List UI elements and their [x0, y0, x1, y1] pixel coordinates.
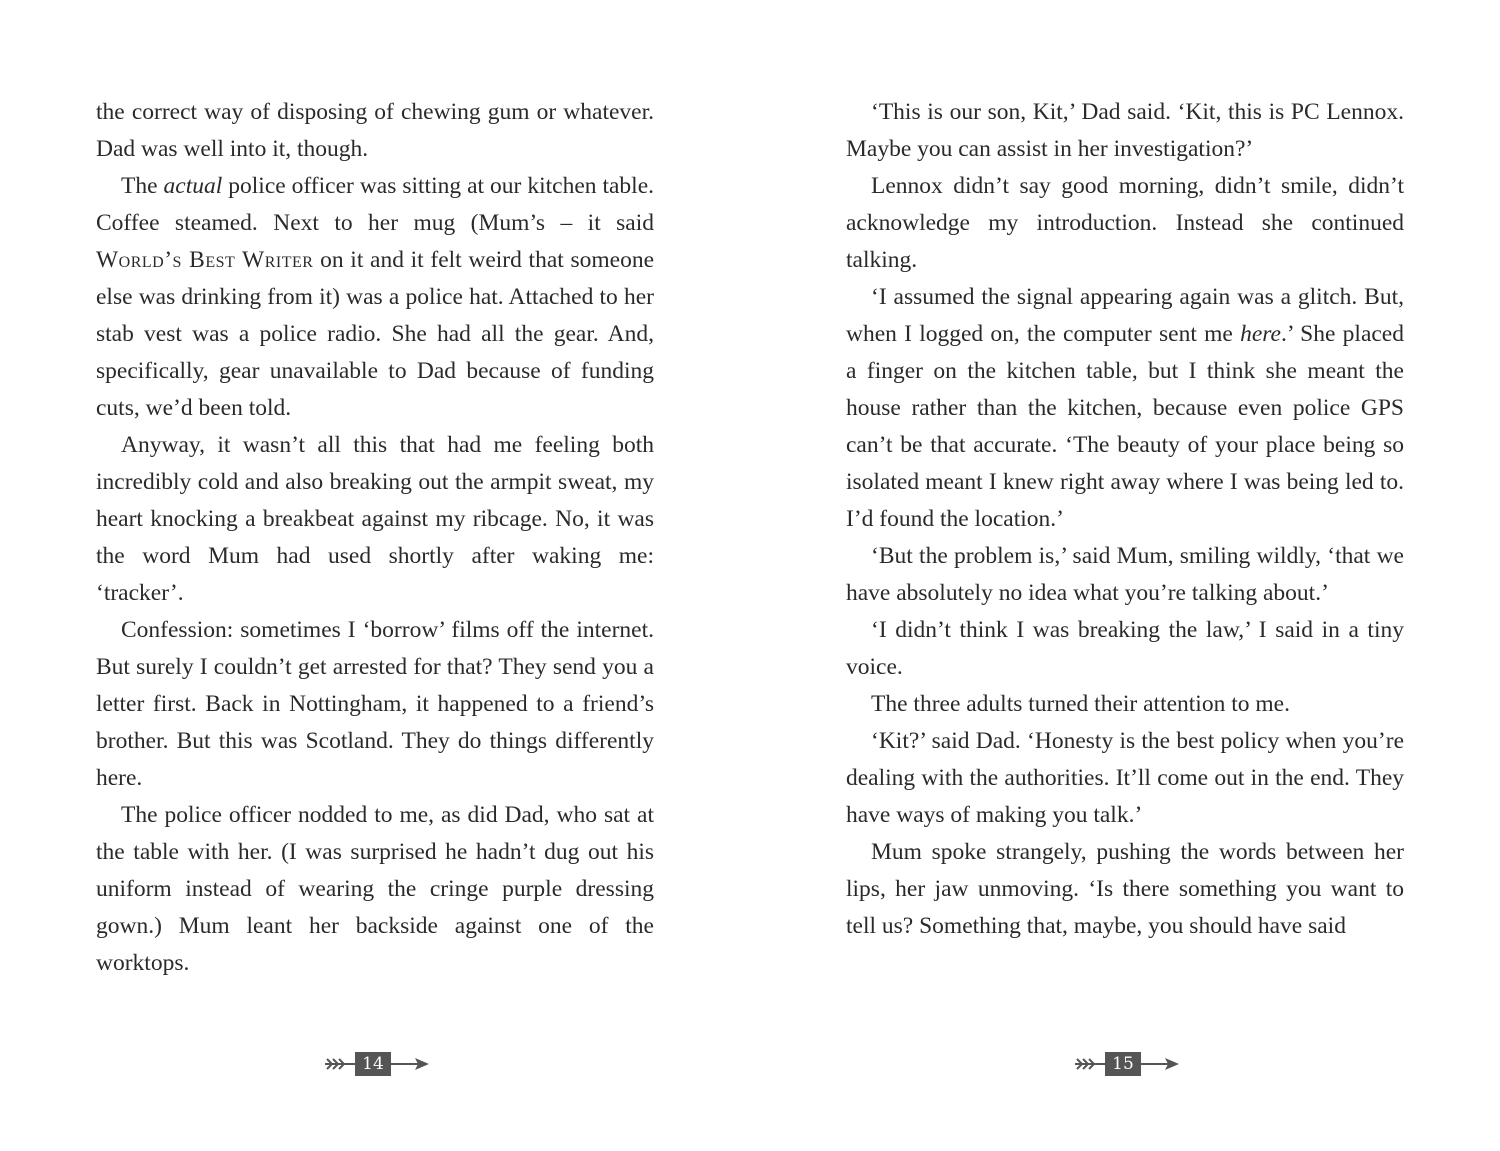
paragraph: The police officer nodded to me, as did Dad, who sat at the table with her. (I was surprised he hadn’t dug out his uniform instead of wearing the cringe purple dressing gown.) Mum leant her backside against one of the worktops. — [96, 802, 654, 976]
paragraph: The three adults turned their attention to me. — [871, 691, 1290, 717]
paragraph: Anyway, it wasn’t all this that had me feeling both incredibly cold and also breaking out the armpit sweat, my heart knocking a breakbeat against my ribcage. No, it was the word Mum had used shortly after waking me: ‘tracker’. — [96, 432, 654, 606]
paragraph: the correct way of disposing of chewing gum or whatever. Dad was well into it, though. — [96, 99, 654, 162]
left-page — [96, 94, 654, 982]
paragraph: Mum spoke strangely, pushing the words between her lips, her jaw unmoving. ‘Is there something you want to tell us? Something that, maybe, you should have said — [846, 839, 1404, 939]
paragraph: ‘But the problem is,’ said Mum, smiling wildly, ‘that we have absolutely no idea what you’re talking about.’ — [846, 543, 1404, 606]
paragraph: ‘This is our son, Kit,’ Dad said. ‘Kit, this is PC Lennox. Maybe you can assist in her investigation?’ — [846, 99, 1404, 162]
paragraph: Confession: sometimes I ‘borrow’ films off the internet. But surely I couldn’t get arrested for that? They send you a letter first. Back in Nottingham, it happened to a friend’s brother. But this was Scotland. They do things differently here. — [96, 617, 654, 791]
right-page — [846, 94, 1404, 945]
paragraph — [96, 168, 654, 427]
mug-inscription: World’s Best Writer — [96, 247, 314, 273]
paragraph-text: police officer was sitting at our kitchen table. Coffee steamed. Next to her mug (Mum’s – it said — [96, 173, 655, 236]
paragraph: Lennox didn’t say good morning, didn’t smile, didn’t acknowledge my introduction. Instead she continued talking. — [846, 173, 1404, 273]
paragraph-lead: The — [121, 173, 158, 199]
paragraph-text: on it and it felt weird that someone else was drinking from it) was a police hat. Attached to her stab vest was a police radio. She had all the gear. And, specifically, gear unavailable to Dad because of funding cuts, we’d been told. — [96, 247, 655, 421]
page-number: 15 — [1112, 1054, 1134, 1074]
paragraph-text: .’ She placed a finger on the kitchen table, but I think she meant the house rather than the kitchen, because even police GPS can’t be that accurate. ‘The beauty of your place being so isolated meant I knew right away where I was being led to. I’d found the location.’ — [846, 321, 1404, 532]
emphasis-text: actual — [163, 173, 223, 199]
emphasis-text: here — [1240, 321, 1281, 347]
page-number: 14 — [362, 1054, 384, 1074]
paragraph-text: ‘I assumed the signal appearing again was a glitch. But, when I logged on, the computer sent me — [846, 284, 1404, 347]
page-number-folio — [1073, 1051, 1179, 1077]
paragraph — [846, 279, 1404, 538]
page-number-folio — [323, 1051, 429, 1077]
paragraph: ‘I didn’t think I was breaking the law,’ I said in a tiny voice. — [846, 617, 1404, 680]
paragraph: ‘Kit?’ said Dad. ‘Honesty is the best policy when you’re dealing with the authorities. It’ll come out in the end. They have ways of making you talk.’ — [846, 728, 1404, 828]
